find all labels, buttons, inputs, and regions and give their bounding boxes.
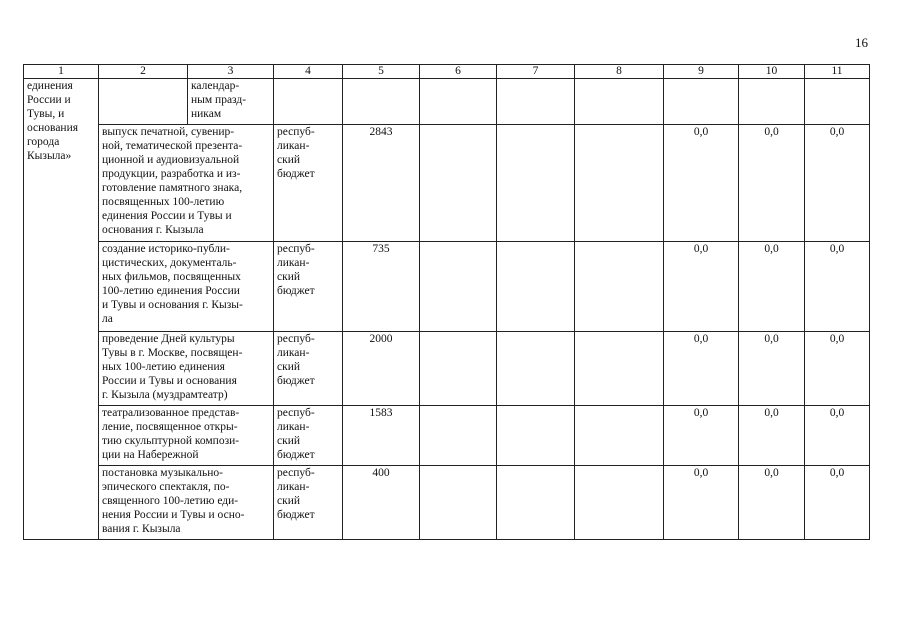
activity-cell: театрализованное представ- ление, посвященное откры- тию скульптурной компози- ции на Набережной	[99, 406, 274, 466]
empty-cell	[575, 79, 664, 125]
table-row	[24, 242, 870, 332]
amount-cell: 400	[343, 466, 420, 540]
table-row	[24, 79, 870, 125]
activity-cell	[99, 79, 188, 125]
empty-cell	[739, 79, 805, 125]
header-cell: 4	[274, 65, 343, 79]
amount-cell: 2000	[343, 332, 420, 406]
empty-cell	[420, 466, 497, 540]
source-cell	[274, 79, 343, 125]
event-name-cell: единения России и Тувы, и основания города Кызыла»	[24, 79, 99, 540]
table-row	[24, 332, 870, 406]
empty-cell	[805, 79, 870, 125]
empty-cell	[497, 332, 575, 406]
value-cell: 0,0	[739, 406, 805, 466]
header-cell: 8	[575, 65, 664, 79]
table-row	[24, 406, 870, 466]
amount-cell: 735	[343, 242, 420, 332]
value-cell: 0,0	[739, 466, 805, 540]
empty-cell	[420, 406, 497, 466]
value-cell: 0,0	[664, 332, 739, 406]
empty-cell	[497, 406, 575, 466]
empty-cell	[575, 125, 664, 242]
table-row	[24, 466, 870, 540]
empty-cell	[664, 79, 739, 125]
empty-cell	[497, 79, 575, 125]
empty-cell	[420, 242, 497, 332]
header-row	[24, 65, 870, 79]
value-cell: 0,0	[664, 466, 739, 540]
source-cell: респуб- ликан- ский бюджет	[274, 466, 343, 540]
value-cell: 0,0	[805, 332, 870, 406]
empty-cell	[497, 125, 575, 242]
header-cell: 1	[24, 65, 99, 79]
empty-cell	[575, 332, 664, 406]
source-cell: респуб- ликан- ский бюджет	[274, 125, 343, 242]
header-cell: 6	[420, 65, 497, 79]
value-cell: 0,0	[739, 125, 805, 242]
page-number: 16	[855, 35, 868, 50]
header-cell: 10	[739, 65, 805, 79]
empty-cell	[497, 466, 575, 540]
value-cell: 0,0	[664, 242, 739, 332]
empty-cell	[575, 242, 664, 332]
empty-cell	[420, 332, 497, 406]
amount-cell: 2843	[343, 125, 420, 242]
holiday-cell: календар- ным празд- никам	[188, 79, 274, 125]
empty-cell	[497, 242, 575, 332]
value-cell: 0,0	[739, 242, 805, 332]
header-cell: 9	[664, 65, 739, 79]
source-cell: респуб- ликан- ский бюджет	[274, 406, 343, 466]
source-cell: респуб- ликан- ский бюджет	[274, 332, 343, 406]
value-cell: 0,0	[664, 406, 739, 466]
source-cell: респуб- ликан- ский бюджет	[274, 242, 343, 332]
amount-cell	[343, 79, 420, 125]
activity-cell: выпуск печатной, сувенир- ной, тематической презента- ционной и аудиовизуальной продукции, разработка и из- готовление памятного знака, посвященных 100-летию единения России и Тувы и основания г. Кызыла	[99, 125, 274, 242]
empty-cell	[420, 125, 497, 242]
header-cell: 5	[343, 65, 420, 79]
activity-cell: постановка музыкально- эпического спектакля, по- священного 100-летию еди- нения России и Тувы и осно- вания г. Кызыла	[99, 466, 274, 540]
header-cell: 3	[188, 65, 274, 79]
empty-cell	[420, 79, 497, 125]
activity-cell: проведение Дней культуры Тувы в г. Москве, посвящен- ных 100-летию единения России и Тувы и основания г. Кызыла (муздрамтеатр)	[99, 332, 274, 406]
value-cell: 0,0	[664, 125, 739, 242]
header-cell: 11	[805, 65, 870, 79]
empty-cell	[575, 466, 664, 540]
empty-cell	[575, 406, 664, 466]
value-cell: 0,0	[805, 125, 870, 242]
budget-table	[23, 64, 870, 540]
value-cell: 0,0	[805, 242, 870, 332]
table-row	[24, 125, 870, 242]
activity-cell: создание историко-публи- цистических, документаль- ных фильмов, посвященных 100-летию единения России и Тувы и основания г. Кызы- ла	[99, 242, 274, 332]
value-cell: 0,0	[739, 332, 805, 406]
value-cell: 0,0	[805, 466, 870, 540]
header-cell: 2	[99, 65, 188, 79]
header-cell: 7	[497, 65, 575, 79]
amount-cell: 1583	[343, 406, 420, 466]
value-cell: 0,0	[805, 406, 870, 466]
